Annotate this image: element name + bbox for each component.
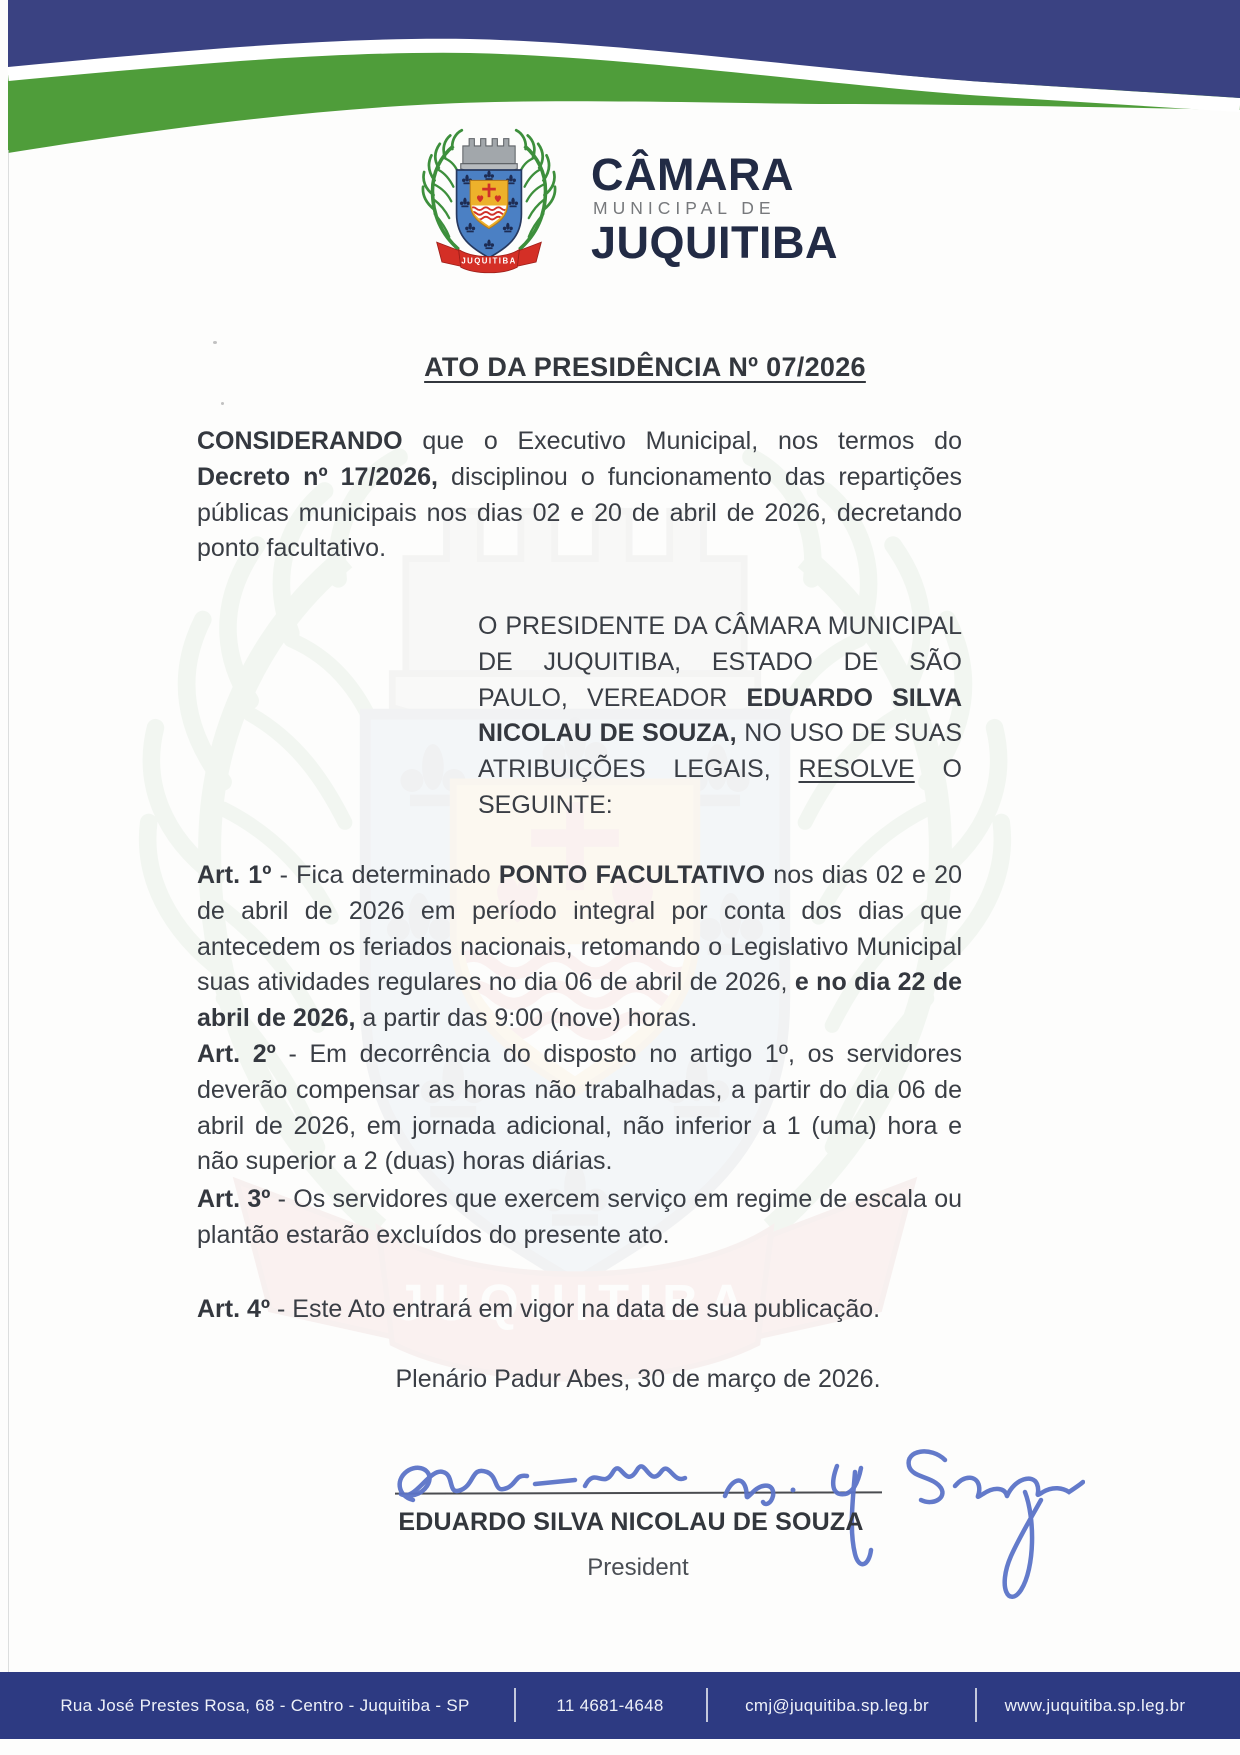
- scan-speck: [213, 341, 217, 344]
- footer-divider: [975, 1688, 977, 1722]
- text-segment: nos dias 02 e 20 de abril de 2026 em período integral por conta dos dias que antecedem os feriados nacionais, retomando o Legislativo Municipal suas atividades regulares no dia 06 de abril de 2026,: [197, 861, 962, 997]
- signer-role: President: [587, 1554, 689, 1581]
- footer-divider: [706, 1688, 708, 1722]
- footer-divider: [514, 1688, 516, 1722]
- text-segment: O PRESIDENTE DA CÂMARA MUNICIPAL DE JUQUITIBA, ESTADO DE SÃO PAULO, VEREADOR: [478, 612, 962, 712]
- text-segment: EDUARDO SILVA NICOLAU DE SOUZA,: [478, 683, 962, 748]
- text-segment: Art. 4º: [197, 1295, 271, 1323]
- paragraph-art-1: [197, 858, 962, 1037]
- document-title: ATO DA PRESIDÊNCIA Nº 07/2026: [424, 352, 866, 382]
- text-segment: Art. 2º: [197, 1040, 276, 1068]
- signer-name: EDUARDO SILVA NICOLAU DE SOUZA: [398, 1508, 864, 1536]
- paragraph-preamble-resolve: [478, 609, 962, 824]
- text-segment: - Este Ato entrará em vigor na data de sua publicação.: [270, 1295, 881, 1323]
- text-segment: Art. 1º: [197, 861, 272, 889]
- text-segment: - Em decorrência do disposto no artigo 1º, os servidores deverão compensar as horas não trabalhadas, a partir do dia 06 de abril de 2026, em jornada adicional, não inferior a 1 (uma) hora e não superior a 2 (duas) horas diárias.: [197, 1040, 962, 1176]
- text-segment: Decreto nº 17/2026,: [197, 462, 438, 491]
- logo-line-camara: CÂMARA: [591, 149, 794, 200]
- text-segment: - Os servidores que exercem serviço em regime de escala ou plantão estarão excluídos do presente ato.: [197, 1185, 962, 1249]
- logo-line-juquitiba: JUQUITIBA: [591, 217, 839, 268]
- logo-line-municipal-de: MUNICIPAL DE: [593, 198, 776, 218]
- text-segment: e no dia 22 de abril de 2026,: [197, 968, 962, 1033]
- footer-website: www.juquitiba.sp.leg.br: [1004, 1695, 1186, 1715]
- logo-wordmark: [591, 126, 839, 276]
- text-segment: a partir das 9:00 (nove) horas.: [355, 1004, 698, 1033]
- paragraph-art-2: [197, 1037, 962, 1180]
- camara-juquitiba-logo: [421, 126, 839, 283]
- paragraph-art-4: [197, 1292, 962, 1328]
- text-segment: O SEGUINTE:: [478, 755, 962, 819]
- text-segment: PONTO FACULTATIVO: [498, 861, 766, 889]
- footer-email: cmj@juquitiba.sp.leg.br: [745, 1695, 929, 1715]
- text-segment: - Fica determinado: [271, 861, 499, 889]
- text-segment: que o Executivo Municipal, nos termos do: [402, 427, 962, 455]
- place-date-line: Plenário Padur Abes, 30 de março de 2026.: [395, 1365, 881, 1393]
- text-segment: disciplinou o funcionamento das repartições públicas municipais nos dias 02 e 20 de abril de 2026, decretando ponto facultativo.: [197, 462, 962, 563]
- text-segment: RESOLVE: [798, 755, 915, 784]
- text-segment: NO USO DE SUAS ATRIBUIÇÕES LEGAIS,: [478, 719, 962, 784]
- paragraph-considerando: [197, 424, 962, 567]
- text-segment: Art. 3º: [197, 1185, 271, 1213]
- footer-band: [0, 1672, 1240, 1739]
- footer-phone: 11 4681-4648: [556, 1695, 664, 1715]
- text-segment: CONSIDERANDO: [197, 427, 403, 455]
- footer-address: Rua José Prestes Rosa, 68 - Centro - Juquitiba - SP: [60, 1695, 470, 1715]
- scan-speck: [221, 402, 224, 405]
- paragraph-art-3: [197, 1182, 962, 1254]
- coat-of-arms-icon: [421, 126, 557, 283]
